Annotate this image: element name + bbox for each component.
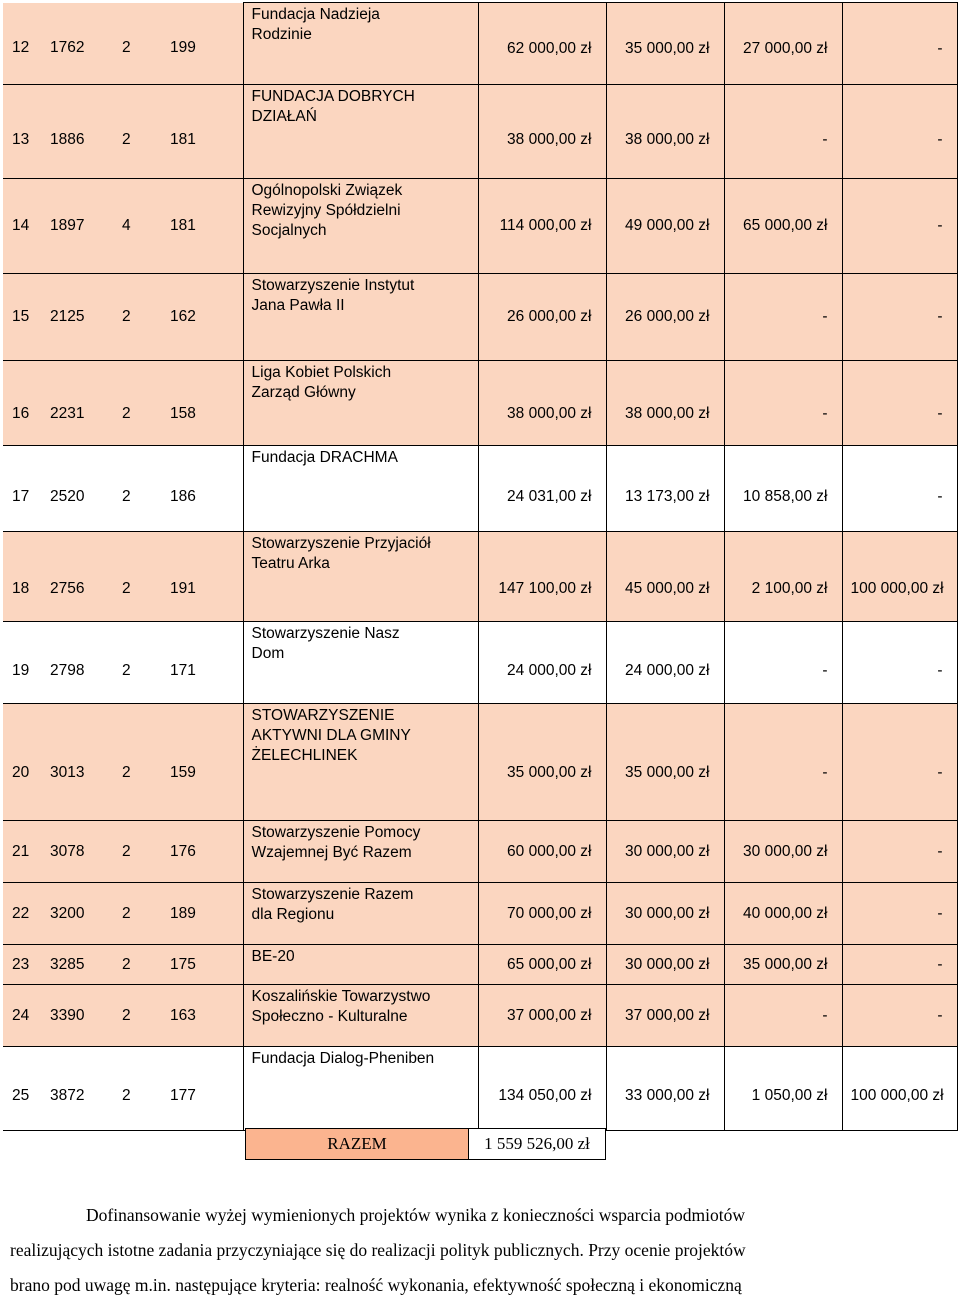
row-amount-a-value: 38 000,00 zł: [625, 130, 710, 148]
row-amount-c: [842, 985, 957, 1047]
row-amount-a-value: 30 000,00 zł: [625, 955, 710, 973]
row-amount-a: [606, 622, 724, 704]
row-id: 3390: [50, 1006, 85, 1024]
row-amount-b: [724, 1047, 842, 1131]
row-amount-b-value: 65 000,00 zł: [743, 217, 828, 234]
organization-name-line: Stowarzyszenie Instytut: [251, 277, 415, 294]
row-points: 189: [170, 904, 196, 922]
row-numbers: [3, 985, 243, 1047]
row-total-amount: [478, 622, 606, 704]
row-lp: 12: [12, 39, 30, 57]
row-lp: 21: [12, 842, 30, 860]
organization-name-line: dla Regionu: [251, 906, 335, 923]
table-row: [3, 361, 957, 446]
organization-name-line: Dom: [251, 645, 285, 662]
row-id: 1762: [50, 39, 85, 57]
row-organization: [243, 883, 478, 945]
row-amount-a: [606, 532, 724, 622]
row-points: 181: [170, 217, 196, 234]
row-amount-c-value: -: [937, 130, 943, 148]
row-count: 2: [122, 39, 131, 57]
row-amount-c: [842, 1047, 957, 1131]
row-amount-a-value: 37 000,00 zł: [625, 1006, 710, 1024]
row-amount-c: [842, 945, 957, 985]
table-row: [3, 821, 957, 883]
table-row: [3, 274, 957, 361]
summary-table: [245, 1128, 606, 1160]
row-amount-c: [842, 532, 957, 622]
row-amount-b-value: 10 858,00 zł: [743, 487, 828, 505]
table-row: [3, 985, 957, 1047]
row-amount-b: [724, 704, 842, 821]
row-total-amount-value: 26 000,00 zł: [507, 308, 592, 325]
table-row: [3, 945, 957, 985]
row-amount-c-value: -: [937, 764, 943, 781]
table-row: [3, 446, 957, 532]
table-row: [3, 622, 957, 704]
row-count: 2: [122, 764, 131, 781]
row-amount-b-value: 1 050,00 zł: [751, 1086, 828, 1104]
row-total-amount: [478, 446, 606, 532]
row-total-amount-value: 62 000,00 zł: [507, 39, 592, 57]
row-amount-c: [842, 274, 957, 361]
row-amount-c-value: -: [937, 1006, 943, 1024]
row-amount-c-value: -: [937, 487, 943, 505]
summary-label: RAZEM: [246, 1129, 469, 1160]
table-row: [3, 883, 957, 945]
row-amount-a: [606, 85, 724, 179]
row-total-amount: [478, 945, 606, 985]
row-id: 3200: [50, 904, 85, 922]
row-total-amount: [478, 883, 606, 945]
row-amount-c-value: -: [937, 904, 943, 922]
row-amount-b-value: -: [822, 308, 828, 325]
row-organization: [243, 274, 478, 361]
row-numbers: [3, 3, 243, 85]
row-amount-b: [724, 446, 842, 532]
row-total-amount: [478, 274, 606, 361]
row-organization: [243, 3, 478, 85]
row-amount-a-value: 35 000,00 zł: [625, 764, 710, 781]
row-amount-c: [842, 85, 957, 179]
row-total-amount-value: 114 000,00 zł: [499, 217, 592, 234]
row-id: 2520: [50, 487, 85, 505]
organization-name-line: Stowarzyszenie Pomocy: [251, 824, 421, 841]
row-amount-b: [724, 361, 842, 446]
row-amount-b: [724, 883, 842, 945]
row-amount-a-value: 49 000,00 zł: [625, 217, 710, 234]
row-amount-a-value: 24 000,00 zł: [625, 661, 710, 679]
row-total-amount-value: 60 000,00 zł: [507, 842, 592, 860]
row-amount-b: [724, 945, 842, 985]
row-total-amount: [478, 821, 606, 883]
organization-name-line: Koszalińskie Towarzystwo: [251, 988, 431, 1005]
row-amount-a: [606, 945, 724, 985]
row-points: 163: [170, 1006, 196, 1024]
row-total-amount: [478, 3, 606, 85]
row-lp: 13: [12, 130, 30, 148]
row-points: 171: [170, 661, 196, 679]
row-lp: 17: [12, 487, 30, 505]
row-amount-b-value: 30 000,00 zł: [743, 842, 828, 860]
row-numbers: [3, 85, 243, 179]
row-organization: [243, 985, 478, 1047]
row-amount-b-value: -: [822, 405, 828, 422]
row-amount-a-value: 30 000,00 zł: [625, 842, 710, 860]
organization-name-line: Fundacja Nadzieja: [251, 6, 380, 23]
row-amount-a-value: 26 000,00 zł: [625, 308, 710, 325]
row-amount-b-value: -: [822, 661, 828, 679]
row-lp: 15: [12, 308, 30, 325]
paragraph-line: brano pod uwagę m.in. następujące kryteria: realność wykonania, efektywność społeczną i ekonomiczną: [10, 1275, 742, 1295]
paragraph-line: Dofinansowanie wyżej wymienionych projektów wynika z konieczności wsparcia podmiotów: [86, 1205, 745, 1225]
row-organization: [243, 85, 478, 179]
row-lp: 20: [12, 764, 30, 781]
table-row: [3, 1047, 957, 1131]
row-amount-c-value: -: [937, 39, 943, 57]
row-total-amount-value: 24 031,00 zł: [507, 487, 592, 505]
row-total-amount-value: 147 100,00 zł: [498, 579, 592, 597]
row-count: 2: [122, 405, 131, 422]
row-amount-c: [842, 446, 957, 532]
row-amount-b: [724, 3, 842, 85]
row-numbers: [3, 361, 243, 446]
row-amount-c: [842, 821, 957, 883]
table-row: [3, 3, 957, 85]
row-amount-a-value: 33 000,00 zł: [625, 1086, 710, 1104]
organization-name-line: STOWARZYSZENIE: [251, 707, 395, 724]
organization-name-line: Stowarzyszenie Nasz: [251, 625, 400, 642]
row-count: 2: [122, 842, 131, 860]
row-total-amount-value: 24 000,00 zł: [507, 661, 592, 679]
row-points: 162: [170, 308, 196, 325]
row-amount-a-value: 38 000,00 zł: [625, 405, 710, 422]
organization-name-line: Jana Pawła II: [251, 297, 345, 314]
row-amount-a: [606, 361, 724, 446]
row-total-amount-value: 134 050,00 zł: [498, 1086, 592, 1104]
row-points: 181: [170, 130, 196, 148]
row-numbers: [3, 945, 243, 985]
row-amount-b: [724, 85, 842, 179]
row-points: 175: [170, 955, 196, 973]
row-points: 191: [170, 579, 196, 597]
organization-name-line: AKTYWNI DLA GMINY: [251, 727, 411, 744]
row-total-amount: [478, 1047, 606, 1131]
row-points: 159: [170, 764, 196, 781]
row-amount-b: [724, 821, 842, 883]
row-organization: [243, 821, 478, 883]
row-amount-a: [606, 274, 724, 361]
row-organization: [243, 532, 478, 622]
row-points: 177: [170, 1086, 196, 1104]
grants-table: [3, 2, 958, 1131]
row-total-amount: [478, 704, 606, 821]
row-numbers: [3, 532, 243, 622]
row-amount-a-value: 30 000,00 zł: [625, 904, 710, 922]
row-id: 3872: [50, 1086, 85, 1104]
row-amount-a: [606, 179, 724, 274]
organization-name-line: Liga Kobiet Polskich: [251, 364, 392, 381]
row-numbers: [3, 821, 243, 883]
row-id: 3285: [50, 955, 85, 973]
organization-name-line: Stowarzyszenie Przyjaciół: [251, 535, 431, 552]
row-amount-c-value: -: [937, 217, 943, 234]
organization-name-line: Społeczno - Kulturalne: [251, 1008, 408, 1025]
row-lp: 24: [12, 1006, 30, 1024]
organization-name-line: ŻELECHLINEK: [251, 747, 358, 764]
row-count: 2: [122, 130, 131, 148]
row-amount-c-value: -: [937, 405, 943, 422]
row-numbers: [3, 1047, 243, 1131]
row-lp: 19: [12, 661, 30, 679]
organization-name-line: Ogólnopolski Związek: [251, 182, 403, 199]
row-amount-b-value: 2 100,00 zł: [751, 579, 828, 597]
row-amount-c: [842, 179, 957, 274]
row-amount-b: [724, 532, 842, 622]
row-organization: [243, 446, 478, 532]
row-id: 2125: [50, 308, 85, 325]
row-points: 158: [170, 405, 196, 422]
row-amount-c-value: -: [937, 955, 943, 973]
row-id: 2798: [50, 661, 85, 679]
organization-name-line: Fundacja DRACHMA: [251, 449, 398, 466]
row-amount-a-value: 35 000,00 zł: [625, 39, 710, 57]
row-amount-c: [842, 883, 957, 945]
row-amount-b-value: -: [822, 130, 828, 148]
description-paragraph: [10, 1198, 928, 1303]
organization-name-line: Wzajemnej Być Razem: [251, 844, 412, 861]
row-organization: [243, 622, 478, 704]
table-row: [3, 532, 957, 622]
row-numbers: [3, 622, 243, 704]
row-amount-b: [724, 985, 842, 1047]
row-count: 2: [122, 904, 131, 922]
row-amount-a: [606, 3, 724, 85]
row-total-amount-value: 37 000,00 zł: [507, 1006, 592, 1024]
row-organization: [243, 704, 478, 821]
row-total-amount: [478, 985, 606, 1047]
row-amount-a: [606, 883, 724, 945]
row-amount-b-value: 40 000,00 zł: [743, 904, 828, 922]
row-total-amount: [478, 85, 606, 179]
row-amount-b: [724, 179, 842, 274]
summary-value: 1 559 526,00 zł: [469, 1129, 606, 1160]
row-lp: 14: [12, 217, 30, 234]
row-points: 199: [170, 39, 196, 57]
row-count: 2: [122, 487, 131, 505]
organization-name-line: Rewizyjny Spółdzielni: [251, 202, 401, 219]
row-count: 4: [122, 217, 131, 234]
row-id: 1886: [50, 130, 85, 148]
row-amount-a-value: 13 173,00 zł: [625, 487, 710, 505]
row-organization: [243, 945, 478, 985]
row-lp: 18: [12, 579, 30, 597]
row-amount-c-value: 100 000,00 zł: [850, 1086, 944, 1104]
row-count: 2: [122, 1006, 131, 1024]
row-id: 2231: [50, 405, 85, 422]
row-id: 1897: [50, 217, 85, 234]
row-count: 2: [122, 1086, 131, 1104]
row-amount-c-value: -: [937, 842, 943, 860]
organization-name-line: Stowarzyszenie Razem: [251, 886, 414, 903]
row-lp: 25: [12, 1086, 30, 1104]
row-amount-b-value: -: [822, 1006, 828, 1024]
row-total-amount-value: 70 000,00 zł: [507, 904, 592, 922]
row-total-amount: [478, 179, 606, 274]
row-amount-c-value: -: [937, 308, 943, 325]
row-points: 176: [170, 842, 196, 860]
row-numbers: [3, 883, 243, 945]
organization-name-line: BE-20: [251, 948, 295, 965]
row-amount-c: [842, 622, 957, 704]
row-count: 2: [122, 579, 131, 597]
row-total-amount-value: 38 000,00 zł: [507, 405, 592, 422]
row-count: 2: [122, 955, 131, 973]
row-numbers: [3, 446, 243, 532]
row-organization: [243, 1047, 478, 1131]
organization-name-line: Teatru Arka: [251, 555, 330, 572]
table-row: [3, 704, 957, 821]
row-id: 2756: [50, 579, 85, 597]
row-total-amount: [478, 361, 606, 446]
row-id: 3013: [50, 764, 85, 781]
table-row: [3, 85, 957, 179]
organization-name-line: Socjalnych: [251, 222, 327, 239]
row-lp: 22: [12, 904, 30, 922]
row-amount-c: [842, 3, 957, 85]
row-amount-a-value: 45 000,00 zł: [625, 579, 710, 597]
row-amount-c-value: -: [937, 661, 943, 679]
row-amount-c-value: 100 000,00 zł: [850, 579, 944, 597]
row-total-amount: [478, 532, 606, 622]
row-lp: 16: [12, 405, 30, 422]
row-amount-b-value: 35 000,00 zł: [743, 955, 828, 973]
row-total-amount-value: 38 000,00 zł: [507, 130, 592, 148]
row-id: 3078: [50, 842, 85, 860]
organization-name-line: Zarząd Główny: [251, 384, 356, 401]
paragraph-line: realizujących istotne zadania przyczyniające się do realizacji polityk publicznych. Przy ocenie projektów: [10, 1240, 746, 1260]
row-points: 186: [170, 487, 196, 505]
row-amount-c: [842, 704, 957, 821]
row-count: 2: [122, 308, 131, 325]
row-lp: 23: [12, 955, 30, 973]
organization-name-line: DZIAŁAŃ: [251, 108, 317, 125]
row-amount-a: [606, 446, 724, 532]
row-total-amount-value: 35 000,00 zł: [507, 764, 592, 781]
organization-name-line: Rodzinie: [251, 26, 312, 43]
row-numbers: [3, 179, 243, 274]
row-total-amount-value: 65 000,00 zł: [507, 955, 592, 973]
row-count: 2: [122, 661, 131, 679]
row-numbers: [3, 704, 243, 821]
row-amount-b-value: 27 000,00 zł: [743, 39, 828, 57]
row-amount-a: [606, 821, 724, 883]
row-amount-a: [606, 1047, 724, 1131]
row-organization: [243, 361, 478, 446]
row-amount-a: [606, 704, 724, 821]
row-amount-a: [606, 985, 724, 1047]
row-amount-b: [724, 274, 842, 361]
organization-name-line: Fundacja Dialog-Pheniben: [251, 1050, 435, 1067]
row-amount-b-value: -: [822, 764, 828, 781]
organization-name-line: FUNDACJA DOBRYCH: [251, 88, 415, 105]
row-organization: [243, 179, 478, 274]
row-numbers: [3, 274, 243, 361]
table-row: [3, 179, 957, 274]
row-amount-c: [842, 361, 957, 446]
row-amount-b: [724, 622, 842, 704]
